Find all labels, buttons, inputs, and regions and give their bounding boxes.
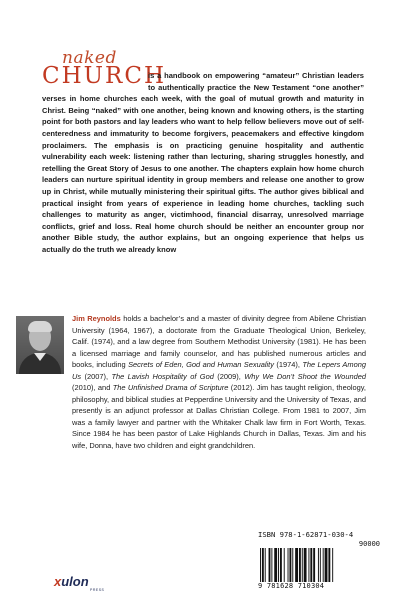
bio-text-4: (2009),	[213, 371, 245, 381]
author-photo	[16, 316, 64, 374]
publisher-logo-name: ulon	[61, 574, 89, 589]
bio-text-6: (2012). Jim has taught religion, theology, philosophy, and biblical studies at Pepperdine University and the University of Texas, and presently is an adjunct professor at Dallas Christian College. From 1981 to 2007, Jim was a family lawyer and partner with the Whitaker Chalk law firm in Fort Worth, Texas. Since 1984 he has been pastor of Lake Highlands Church in Dallas, Texas. Jim and his wife, Donna, have two children and eight grandchildren.	[72, 383, 366, 451]
logo-church-word: CHURCH	[42, 63, 167, 89]
publisher-press-label: PRESS	[90, 588, 105, 592]
book-title-5: The Unfinished Drama of Scripture	[112, 383, 229, 393]
publisher-logo	[54, 574, 89, 589]
book-title-3: The Lavish Hospitality of God	[111, 371, 214, 381]
author-name: Jim Reynolds	[72, 314, 121, 323]
publisher-logo-x: x	[54, 574, 62, 589]
isbn-barcode	[254, 530, 382, 592]
book-title-1: Secrets of Eden, God and Human Sexuality	[128, 360, 274, 370]
author-bio	[72, 313, 366, 452]
price-code: 90000	[358, 540, 380, 548]
bio-text-1: holds a bachelor’s and a master of divinity degree from Abilene Christian University (1964, 1967), a doctorate from the Graduate Theological Union, Berkeley, Calif. (1974), and a law degree from Southern Methodist University (1981). He has been a licensed marriage and family counselor, and has published numerous articles and books, including	[72, 314, 367, 370]
logo-indent	[42, 70, 148, 82]
bio-text-3: (2007),	[81, 371, 112, 381]
book-description	[42, 70, 364, 256]
author-photo-hair	[28, 321, 52, 332]
barcode-number: 9 781628 710304	[258, 582, 325, 590]
bio-text-5: (2010), and	[72, 383, 113, 393]
logo-naked-word: naked	[62, 48, 117, 68]
barcode-bars	[258, 548, 378, 582]
bio-text-2: (1974),	[273, 360, 303, 370]
book-title-4: Why We Don’t Shoot the Wounded	[244, 371, 366, 381]
book-title-2: The Lepers Among Us	[72, 360, 366, 381]
book-description-text: is a handbook on empowering “amateur” Christian leaders to authentically practice the New Testament “one another” verses in home churches each week, with the goal of mutual growth and maturity in Christ. Being “naked” with one another, being known and knowing others, is the starting point for both pastors and lay leaders who want to help fellow believers move out of self-centeredness and immaturity to become forgivers, peacemakers and effective kingdom proclaimers. The emphasis is on practicing genuine hospitality and authentic vulnerability each week: listening rather than lecturing, sharing struggles honestly, and retelling the Great Story of Jesus to one another. The chapters explain how home church leaders can nurture spiritual identity in group members and release one another to grow up in Christ, while mutually ministering their spiritual gifts. The author gives biblical and practical insight from years of experience in leading home churches, tackling such challenges to maturity as anger, victimhood, financial disarray, unresolved marriage conflicts, grief and loss. Real home church should be neither an encounter group nor another Bible study, the author explains, but an ongoing experience that helps us actually do the truth we already know	[42, 71, 364, 254]
isbn-label: ISBN 978-1-62871-030-4	[258, 530, 354, 539]
